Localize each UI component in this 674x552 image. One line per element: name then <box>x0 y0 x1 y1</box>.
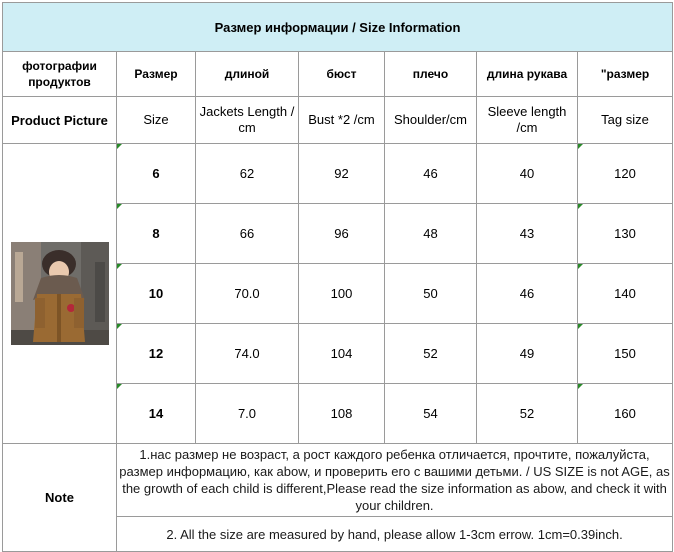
row-tag: 160 <box>578 384 673 444</box>
row-sleeve: 49 <box>477 324 578 384</box>
row-size: 8 <box>117 204 196 264</box>
note-text-1: 1.нас размер не возраст, а рост каждого ребенка отличается, прочтите, пожалуйста, размер информацию, как abow, и проверить его с вашими детьми. / US SIZE is not AGE, as the growth of each child is different,Please read the size information as abow, and check it with your children. <box>117 444 673 517</box>
header-en-shoulder: Shoulder/cm <box>385 97 477 144</box>
header-en-length: Jackets Length / cm <box>196 97 299 144</box>
header-en-bust: Bust *2 /cm <box>299 97 385 144</box>
table-row <box>3 144 673 204</box>
row-shoulder: 48 <box>385 204 477 264</box>
row-sleeve: 46 <box>477 264 578 324</box>
header-en-tag: Tag size <box>578 97 673 144</box>
row-shoulder: 54 <box>385 384 477 444</box>
product-photo-image <box>11 242 109 345</box>
row-length: 66 <box>196 204 299 264</box>
row-shoulder: 50 <box>385 264 477 324</box>
header-ru-sleeve: длина рукава <box>477 52 578 97</box>
size-information-table <box>2 2 673 552</box>
note-text-2: 2. All the size are measured by hand, please allow 1-3cm errow. 1cm=0.39inch. <box>117 517 673 552</box>
header-en-sleeve: Sleeve length /cm <box>477 97 578 144</box>
header-ru-tag: "размер <box>578 52 673 97</box>
header-ru-bust: бюст <box>299 52 385 97</box>
row-bust: 108 <box>299 384 385 444</box>
row-bust: 104 <box>299 324 385 384</box>
note-row <box>3 444 673 517</box>
row-length: 74.0 <box>196 324 299 384</box>
row-sleeve: 40 <box>477 144 578 204</box>
header-row-english <box>3 97 673 144</box>
row-tag: 140 <box>578 264 673 324</box>
row-bust: 96 <box>299 204 385 264</box>
row-tag: 150 <box>578 324 673 384</box>
header-ru-photo: фотографии продуктов <box>3 52 117 97</box>
row-length: 7.0 <box>196 384 299 444</box>
header-row-russian <box>3 52 673 97</box>
row-size: 6 <box>117 144 196 204</box>
row-sleeve: 52 <box>477 384 578 444</box>
row-size: 14 <box>117 384 196 444</box>
row-sleeve: 43 <box>477 204 578 264</box>
row-length: 70.0 <box>196 264 299 324</box>
row-tag: 120 <box>578 144 673 204</box>
header-ru-shoulder: плечо <box>385 52 477 97</box>
table-title: Размер информации / Size Information <box>3 3 673 52</box>
product-picture-cell <box>3 144 117 444</box>
row-length: 62 <box>196 144 299 204</box>
row-shoulder: 52 <box>385 324 477 384</box>
header-en-photo: Product Picture <box>3 97 117 144</box>
row-tag: 130 <box>578 204 673 264</box>
header-ru-length: длиной <box>196 52 299 97</box>
row-bust: 92 <box>299 144 385 204</box>
note-label: Note <box>3 444 117 552</box>
header-ru-size: Размер <box>117 52 196 97</box>
header-en-size: Size <box>117 97 196 144</box>
product-photo <box>11 242 109 345</box>
row-size: 12 <box>117 324 196 384</box>
row-shoulder: 46 <box>385 144 477 204</box>
row-size: 10 <box>117 264 196 324</box>
row-bust: 100 <box>299 264 385 324</box>
